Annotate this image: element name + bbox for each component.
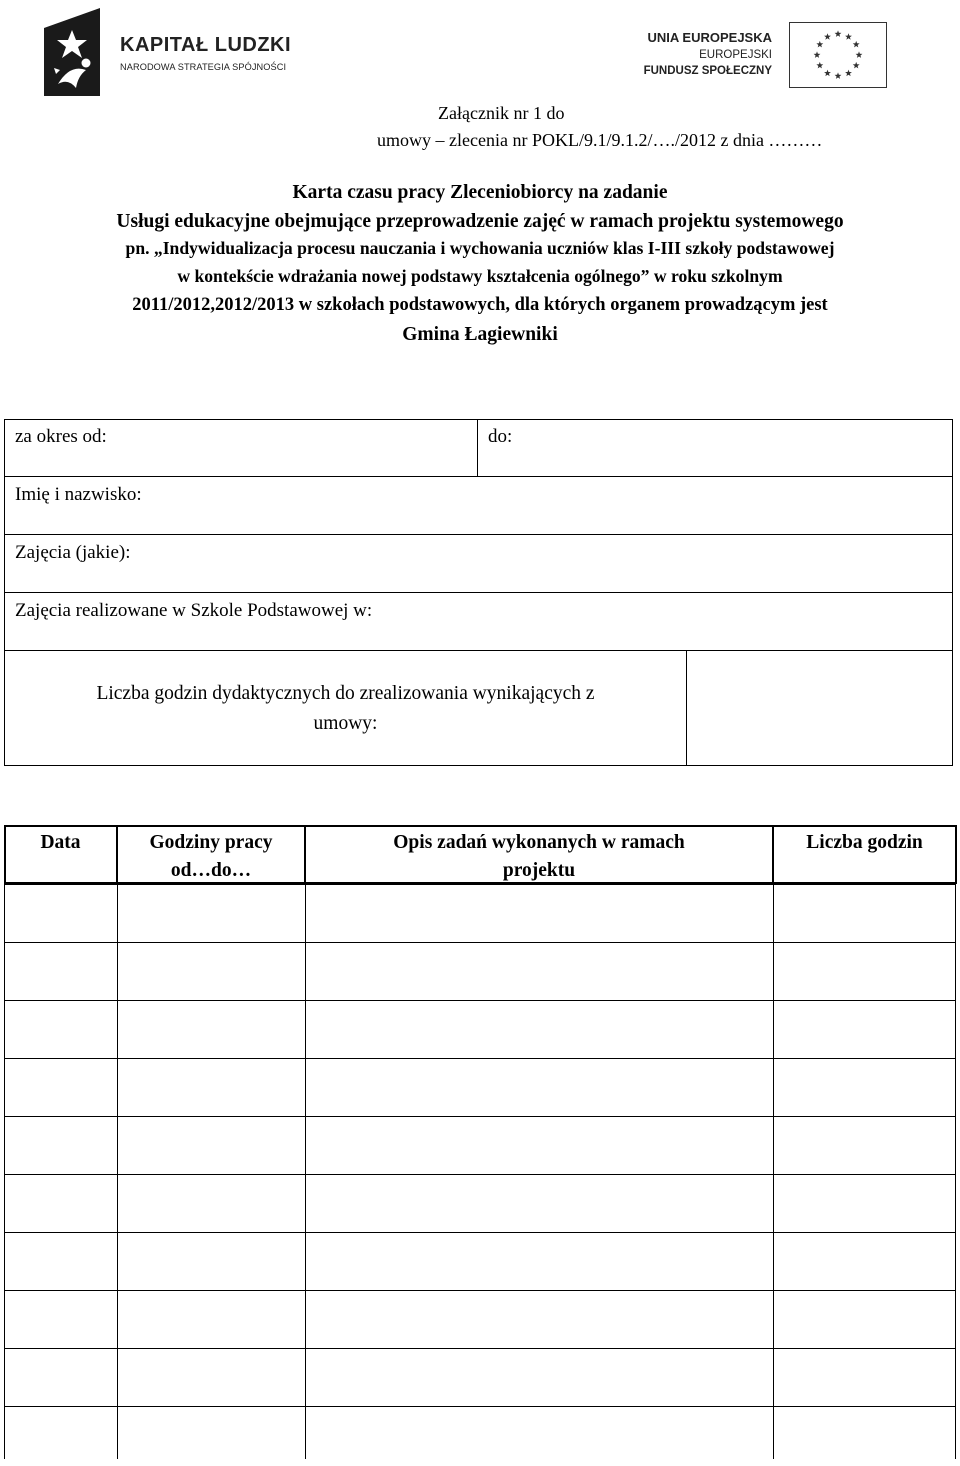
school-field[interactable] bbox=[4, 592, 953, 651]
column-header-date: Data bbox=[40, 832, 81, 853]
eu-logo-line2: EUROPEJSKI bbox=[699, 49, 772, 61]
log-table-row[interactable] bbox=[5, 1117, 956, 1175]
log-table-row[interactable] bbox=[5, 1291, 956, 1349]
title-line3: pn. „Indywidualizacja procesu nauczania i wychowania uczniów klas I-III szkoły podstawowej bbox=[125, 238, 835, 258]
name-label: Imię i nazwisko: bbox=[15, 484, 142, 505]
kapital-ludzki-title: KAPITAŁ LUDZKI bbox=[120, 34, 292, 56]
column-header-description: Opis zadań wykonanych w ramach projektu bbox=[393, 832, 685, 881]
log-table-row[interactable] bbox=[5, 1001, 956, 1059]
period-from-label: za okres od: bbox=[15, 426, 107, 447]
classes-field[interactable] bbox=[4, 534, 953, 593]
eu-logo bbox=[632, 16, 887, 94]
log-table-row[interactable] bbox=[5, 943, 956, 1001]
eu-logo-line3: FUNDUSZ SPOŁECZNY bbox=[643, 65, 772, 77]
log-table-row[interactable] bbox=[5, 1233, 956, 1291]
title-line2: Usługi edukacyjne obejmujące przeprowadzenie zajęć w ramach projektu systemowego bbox=[116, 211, 844, 232]
log-table-row[interactable] bbox=[5, 1407, 956, 1460]
eu-flag-stars-icon bbox=[789, 22, 887, 88]
period-from-field[interactable] bbox=[4, 419, 478, 477]
log-table-row[interactable] bbox=[5, 1059, 956, 1117]
kapital-ludzki-star-figure-icon bbox=[42, 8, 104, 96]
period-to-label: do: bbox=[488, 426, 513, 447]
attachment-line2: umowy – zlecenia nr POKL/9.1/9.1.2/…./2012 z dnia ……… bbox=[377, 130, 823, 150]
hours-value-field[interactable] bbox=[686, 650, 953, 766]
classes-label: Zajęcia (jakie): bbox=[15, 542, 131, 563]
attachment-line1: Załącznik nr 1 do bbox=[438, 103, 565, 123]
log-table-row[interactable] bbox=[5, 1175, 956, 1233]
work-log-table bbox=[4, 825, 957, 1459]
log-table-row[interactable] bbox=[5, 1349, 956, 1407]
work-log-grid bbox=[4, 825, 957, 1459]
column-header-hours-count: Liczba godzin bbox=[806, 832, 923, 853]
school-label: Zajęcia realizowane w Szkole Podstawowej w: bbox=[15, 600, 373, 621]
column-header-hours: Godziny pracy od…do… bbox=[149, 832, 273, 881]
kapital-ludzki-subtitle: NARODOWA STRATEGIA SPÓJNOŚCI bbox=[120, 62, 287, 72]
eu-logo-line1: UNIA EUROPEJSKA bbox=[647, 30, 772, 45]
hours-label-line1: Liczba godzin dydaktycznych do zrealizowania wynikających z bbox=[96, 683, 595, 704]
log-table-row[interactable] bbox=[5, 885, 956, 943]
hours-label-cell bbox=[4, 650, 687, 766]
kapital-ludzki-logo bbox=[42, 8, 342, 96]
title-line6: Gmina Łagiewniki bbox=[402, 324, 558, 345]
title-line5: 2011/2012,2012/2013 w szkołach podstawowych, dla których organem prowadzącym jest bbox=[132, 295, 828, 315]
title-line1: Karta czasu pracy Zleceniobiorcy na zadanie bbox=[292, 182, 668, 203]
period-to-field[interactable] bbox=[477, 419, 953, 477]
name-field[interactable] bbox=[4, 476, 953, 535]
title-line4: w kontekście wdrażania nowej podstawy kształcenia ogólnego” w roku szkolnym bbox=[177, 266, 783, 286]
hours-label-line2: umowy: bbox=[313, 713, 378, 734]
